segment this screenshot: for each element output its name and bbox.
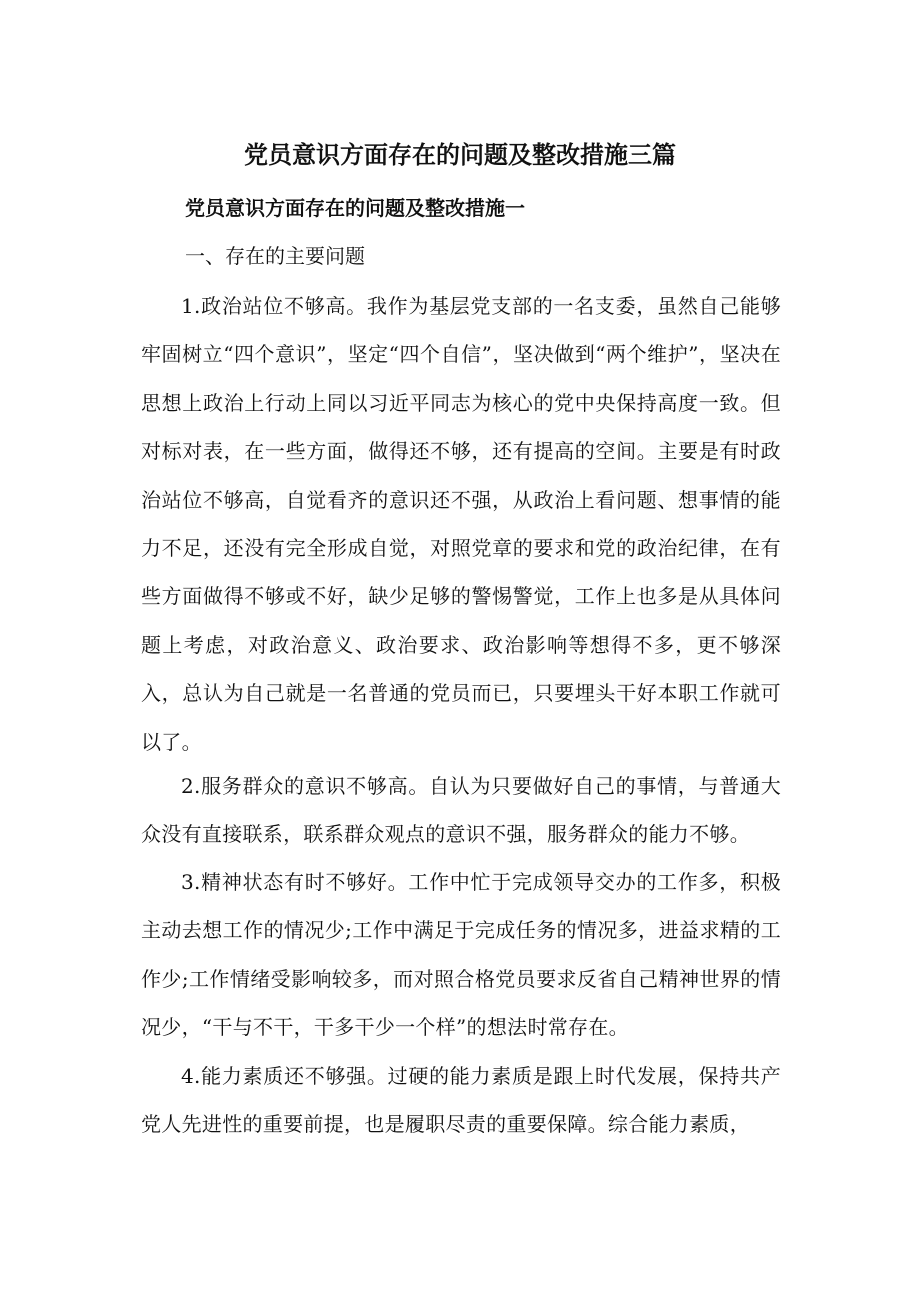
paragraph-4: 4.能力素质还不够强。过硬的能力素质是跟上时代发展，保持共产党人先进性的重要前提，也是履职尽责的重要保障。综合能力素质， <box>141 1064 781 1137</box>
paragraph-2: 2.服务群众的意识不够高。自认为只要做好自己的事情，与普通大众没有直接联系，联系群众观点的意识不强，服务群众的能力不够。 <box>141 774 781 847</box>
paragraph-3: 3.精神状态有时不够好。工作中忙于完成领导交办的工作多，积极主动去想工作的情况少;工作中满足于完成任务的情况多，进益求精的工作少;工作情绪受影响较多，而对照合格党员要求反省自己精神世界的情况少，“干与不干，干多干少一个样”的想法时常存在。 <box>141 870 781 1040</box>
document-subtitle: 党员意识方面存在的问题及整改措施一 <box>185 196 525 220</box>
paragraph-1: 1.政治站位不够高。我作为基层党支部的一名支委，虽然自己能够牢固树立“四个意识”，坚定“四个自信”，坚决做到“两个维护”，坚决在思想上政治上行动上同以习近平同志为核心的党中央保持高度一致。但对标对表，在一些方面，做得还不够，还有提高的空间。主要是有时政治站位不够高，自觉看齐的意识还不强，从政治上看问题、想事情的能力不足，还没有完全形成自觉，对照党章的要求和党的政治纪律，在有些方面做得不够或不好，缺少足够的警惕警觉，工作上也多是从具体问题上考虑，对政治意义、政治要求、政治影响等想得不多，更不够深入，总认为自己就是一名普通的党员而已，只要埋头干好本职工作就可以了。 <box>141 294 781 754</box>
section-heading: 一、存在的主要问题 <box>185 244 365 268</box>
document-title: 党员意识方面存在的问题及整改措施三篇 <box>244 141 676 169</box>
